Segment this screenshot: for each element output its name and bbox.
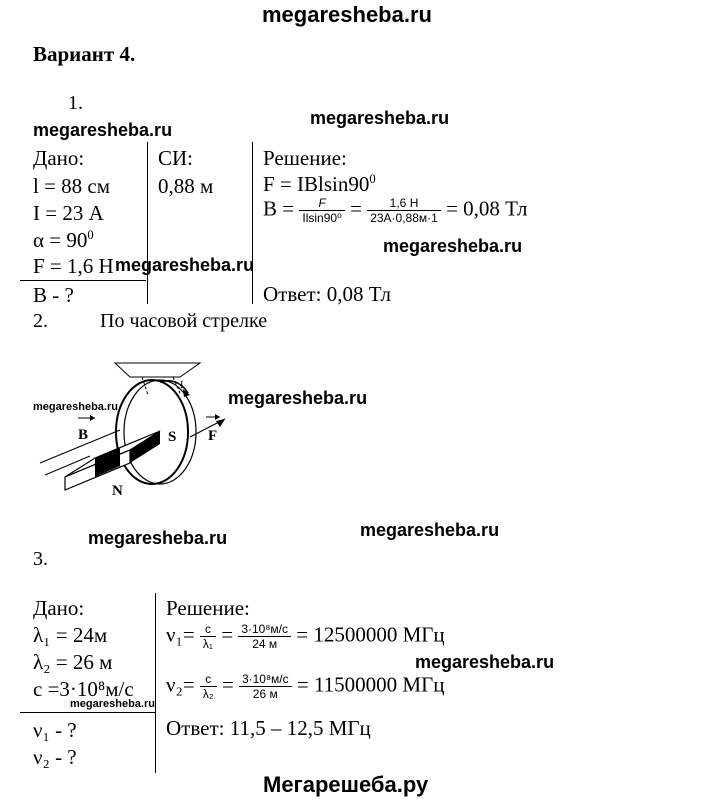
- task3-given-lambda2: λ₂ = 26 м: [33, 650, 113, 674]
- task1-given-length: l = 88 см: [33, 174, 111, 198]
- task3-formula-nu2: ν₂= $\frac{c}{\text{λ₂}}$ = $\frac{\text{3·10⁸м/с}}{26 м}$ = 11500000 МГц: [166, 672, 445, 701]
- task3-formula-nu1: ν₁= $\frac{c}{\text{λ₁}}$ = $\frac{\text{3·10⁸м/с}}{24 м}$ = 12500000 МГц: [166, 622, 445, 651]
- watermark: megaresheba.ru: [88, 528, 228, 548]
- task3-answer: Ответ: 11,5 – 12,5 МГц: [166, 716, 371, 740]
- task1-solution-header: Решение:: [263, 146, 347, 170]
- task3-find-nu1: ν₁ - ?: [33, 718, 77, 742]
- task3-divider: [155, 593, 156, 773]
- task1-frac-symbolic: $\frac{F}{\text{Ilsin90⁰}}$: [299, 196, 345, 225]
- task1-answer: Ответ: 0,08 Тл: [263, 282, 391, 306]
- watermark: megaresheba.ru: [228, 388, 368, 408]
- task3-given-header: Дано:: [33, 596, 85, 620]
- task1-si-header: СИ:: [158, 146, 194, 170]
- task1-given-angle: $\alpha = 90^0$: [33, 228, 94, 252]
- task3-find-line: [20, 712, 155, 713]
- task1-si-length: 0,88 м: [158, 174, 214, 198]
- task1-find-line: [20, 280, 146, 281]
- watermark: megaresheba.ru: [415, 652, 555, 672]
- watermark: megaresheba.ru: [115, 255, 255, 275]
- label-f: F: [208, 428, 218, 444]
- page-title: Вариант 4.: [33, 42, 136, 66]
- task1-divider-si: [252, 142, 253, 304]
- magnet-coil-diagram: [30, 355, 250, 505]
- watermark-small: megaresheba.ru: [70, 698, 155, 710]
- watermark: megaresheba.ru: [383, 236, 523, 256]
- task2-answer: По часовой стрелке: [100, 310, 268, 332]
- watermark: megaresheba.ru: [360, 520, 500, 540]
- watermark: megaresheba.ru: [310, 108, 450, 128]
- task1-divider-given: [147, 142, 148, 304]
- task1-find: B - ?: [33, 283, 74, 307]
- task3-given-lambda1: λ₁ = 24м: [33, 623, 108, 647]
- task1-given-current: I = 23 А: [33, 201, 104, 225]
- footer-watermark: Мегарешеба.ру: [263, 772, 429, 797]
- task1-frac-numeric: $\frac{1,6 Н}{23А\cdot 0,88м\cdot 1}$: [367, 196, 441, 225]
- label-i: I: [180, 380, 184, 391]
- task1-given-force: F = 1,6 Н: [33, 254, 114, 278]
- label-b: B: [78, 427, 89, 443]
- task1-formula-force: $F = IBlsin90^0$: [263, 172, 376, 196]
- task1-given-header: Дано:: [33, 146, 85, 170]
- task3-number: 3.: [33, 548, 48, 570]
- task3-given-c: c =3·10⁸м/с: [33, 677, 134, 701]
- task3-find-nu2: ν₂ - ?: [33, 745, 77, 769]
- label-s: S: [168, 429, 177, 445]
- header-watermark: megaresheba.ru: [262, 2, 432, 27]
- watermark-small: megaresheba.ru: [33, 401, 118, 413]
- task2-number: 2.: [33, 310, 48, 332]
- task1-formula-b: B = $\frac{F}{\text{Ilsin90⁰}}$ = $\frac{1,6 Н}{23А\cdot 0,88м\cdot 1}$ = 0,08 Тл: [263, 196, 528, 225]
- task1-number: 1.: [68, 92, 83, 114]
- label-n: N: [112, 483, 123, 499]
- watermark: megaresheba.ru: [33, 120, 173, 140]
- task3-solution-header: Решение:: [166, 596, 250, 620]
